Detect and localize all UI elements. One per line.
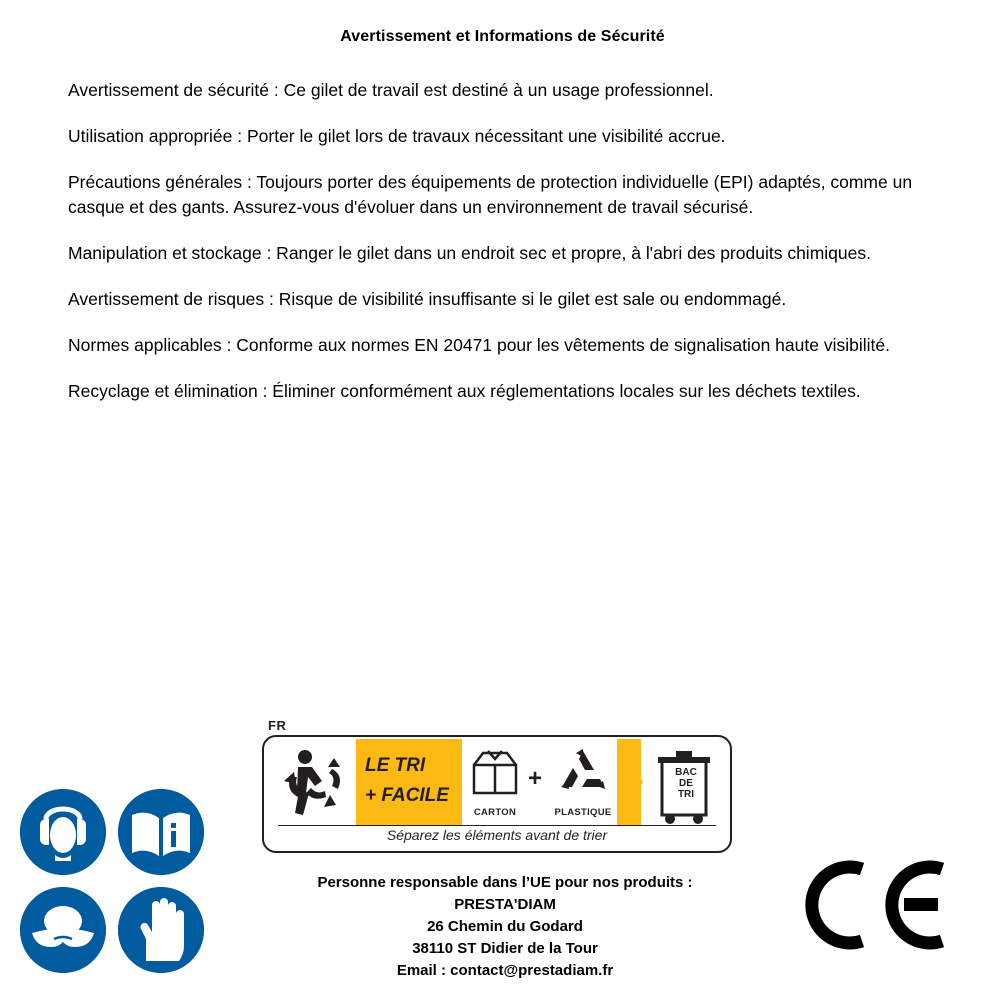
recycling-sorting-label xyxy=(262,718,732,854)
company-street: 26 Chemin du Godard xyxy=(427,918,583,935)
tri-lang-code: FR xyxy=(268,718,287,733)
paragraph-recycling-disposal: Recyclage et élimination : Éliminer conformément aux réglementations locales sur les déchets textiles. xyxy=(68,381,861,401)
recycle-triangle-icon xyxy=(552,743,614,801)
plastique-item xyxy=(552,743,614,818)
paragraph-general-precautions: Précautions générales : Toujours porter des équipements de protection individuelle (EPI) adaptés, comme un casque et des gants. Assurez-vous d'évoluer dans un environnement de travail sécurisé. xyxy=(68,172,913,217)
responsible-ue: UE xyxy=(530,874,551,891)
company-city: 38110 ST Didier de la Tour xyxy=(412,940,598,957)
responsible-suffix: pour nos produits : xyxy=(550,874,693,891)
responsible-person-line xyxy=(205,872,805,894)
hand-protection-icon xyxy=(118,887,204,973)
paragraph-proper-use: Utilisation appropriée : Porter le gilet lors de travaux nécessitant une visibilité accrue. xyxy=(68,126,726,146)
bin-label xyxy=(666,767,706,800)
ear-protection-icon xyxy=(20,789,106,875)
tri-arrow-shape xyxy=(617,739,643,825)
paragraph-handling-storage: Manipulation et stockage : Ranger le gilet dans un endroit sec et propre, à l'abri des produits chimiques. xyxy=(68,243,871,263)
tri-slogan xyxy=(365,751,460,811)
pictogram-group xyxy=(18,789,218,989)
page-title: Avertissement et Informations de Sécurité xyxy=(340,28,665,45)
safety-text-block xyxy=(68,78,968,425)
paragraph-safety-warning: Avertissement de sécurité : Ce gilet de travail est destiné à un usage professionnel. xyxy=(68,80,714,100)
tri-plus-sign: + xyxy=(528,765,543,792)
eye-protection-icon xyxy=(20,887,106,973)
responsible-prefix: Personne responsable dans l’ xyxy=(317,874,531,891)
company-email: Email : contact@prestadiam.fr xyxy=(396,962,614,979)
carton-box-icon xyxy=(464,743,526,801)
bin-label-line2: DE xyxy=(679,778,693,789)
bin-label-line3: TRI xyxy=(677,789,695,800)
bin-icon xyxy=(646,745,720,825)
tri-slogan-line1: LE TRI xyxy=(365,755,426,776)
triman-icon xyxy=(272,745,352,819)
company-name: PRESTA'DIAM xyxy=(454,896,556,913)
tri-footer-text: Séparez les éléments avant de trier xyxy=(386,827,608,843)
plastique-caption: PLASTIQUE xyxy=(554,807,612,818)
paragraph-applicable-standards: Normes applicables : Conforme aux normes EN 20471 pour les vêtements de signalisation haute visibilité. xyxy=(68,335,890,355)
carton-caption: CARTON xyxy=(473,807,517,818)
carton-item xyxy=(464,743,526,818)
ce-mark-icon xyxy=(800,855,950,955)
tri-divider xyxy=(278,825,716,826)
bin-label-line1: BAC xyxy=(675,767,697,778)
paragraph-risk-warning: Avertissement de risques : Risque de visibilité insuffisante si le gilet est sale ou endommagé. xyxy=(68,289,787,309)
responsible-person-block xyxy=(205,872,805,982)
read-instructions-icon xyxy=(118,789,204,875)
tri-slogan-line2: + FACILE xyxy=(365,785,449,806)
